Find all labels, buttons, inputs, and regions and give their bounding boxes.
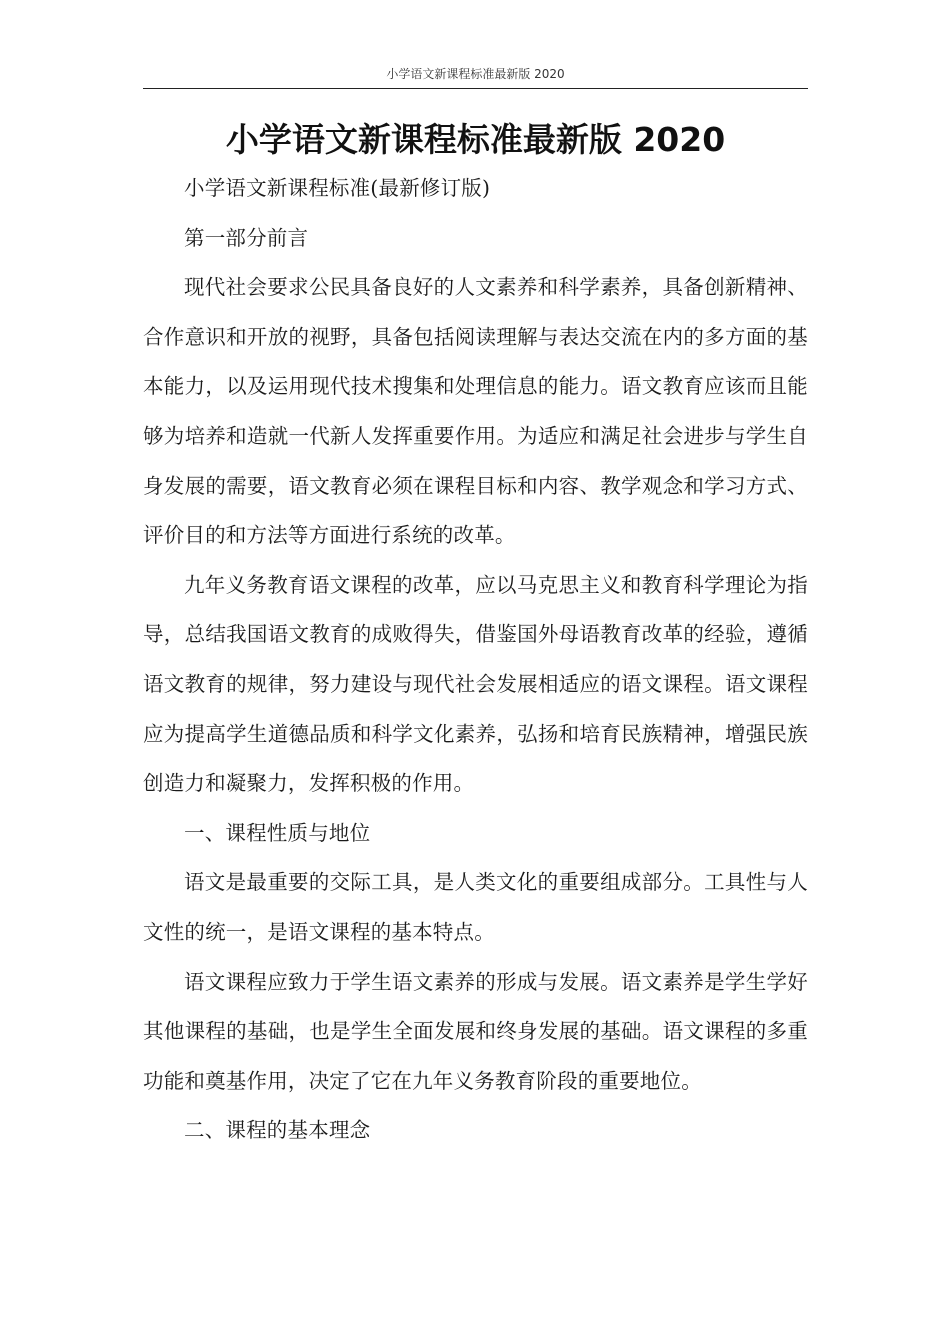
running-header: 小学语文新课程标准最新版 2020 <box>386 67 565 81</box>
body-paragraph: 语文是最重要的交际工具，是人类文化的重要组成部分。工具性与人文性的统一，是语文课程的基本特点。 <box>143 870 808 944</box>
document-body <box>143 164 808 1156</box>
header-divider <box>143 88 808 89</box>
section-heading-preface: 第一部分前言 <box>184 225 309 250</box>
document-title: 小学语文新课程标准最新版 2020 <box>225 120 726 159</box>
section-heading-concepts: 二、课程的基本理念 <box>184 1118 371 1143</box>
body-paragraph: 语文课程应致力于学生语文素养的形成与发展。语文素养是学生学好其他课程的基础，也是学生全面发展和终身发展的基础。语文课程的多重功能和奠基作用，决定了它在九年义务教育阶段的重要地位。 <box>143 969 808 1093</box>
body-paragraph: 现代社会要求公民具备良好的人文素养和科学素养，具备创新精神、合作意识和开放的视野，具备包括阅读理解与表达交流在内的多方面的基本能力，以及运用现代技术搜集和处理信息的能力。语文教育应该而且能够为培养和造就一代新人发挥重要作用。为适应和满足社会进步与学生自身发展的需要，语文教育必须在课程目标和内容、教学观念和学习方式、评价目的和方法等方面进行系统的改革。 <box>143 275 808 548</box>
section-heading-nature: 一、课程性质与地位 <box>184 820 371 845</box>
body-paragraph: 九年义务教育语文课程的改革，应以马克思主义和教育科学理论为指导，总结我国语文教育的成败得失，借鉴国外母语教育改革的经验，遵循语文教育的规律，努力建设与现代社会发展相适应的语文课程。语文课程应为提高学生道德品质和科学文化素养，弘扬和培育民族精神，增强民族创造力和凝聚力，发挥积极的作用。 <box>143 572 808 796</box>
subtitle-paragraph: 小学语文新课程标准(最新修订版) <box>184 176 491 200</box>
